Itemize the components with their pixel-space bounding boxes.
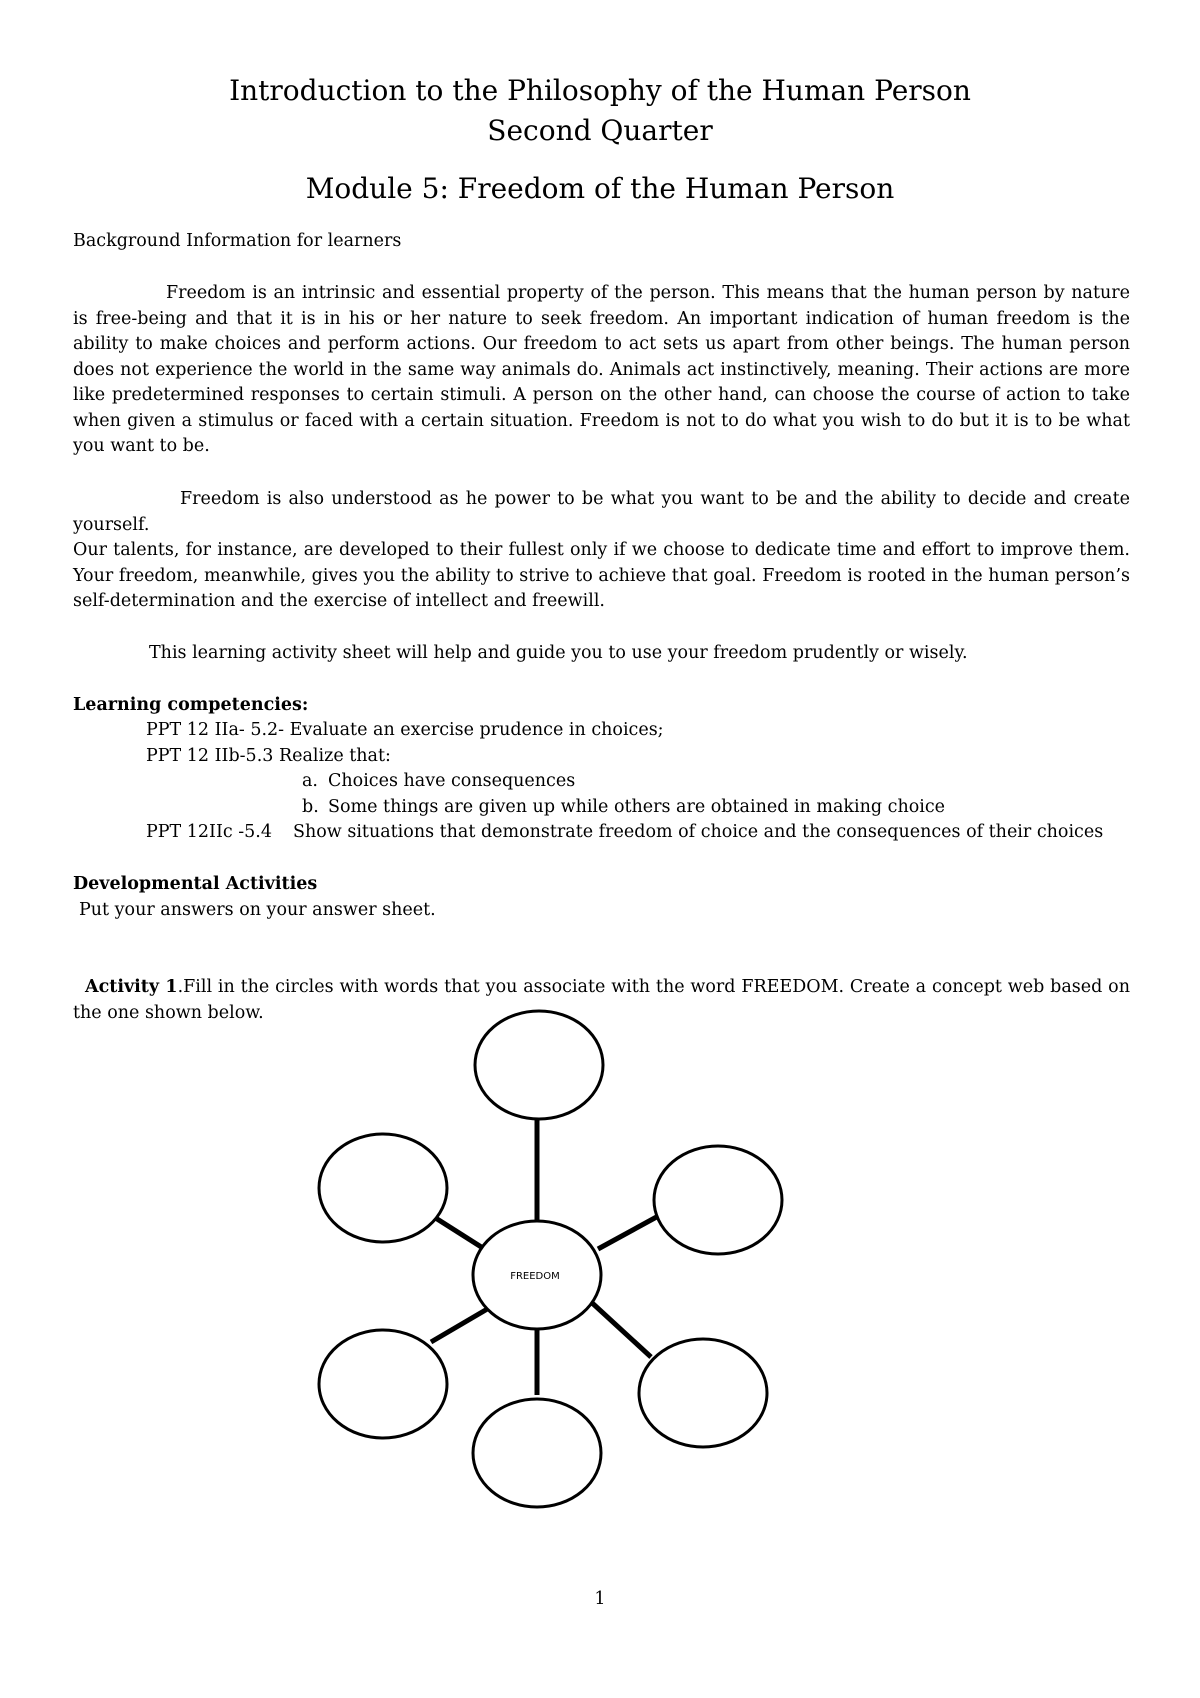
- connector-upper-left: [434, 1217, 486, 1250]
- competency-item-2: PPT 12 IIb-5.3 Realize that:: [146, 746, 391, 766]
- developmental-heading: Developmental Activities: [73, 874, 318, 894]
- concept-circle-upper-right: [654, 1146, 782, 1254]
- concept-circle-upper-left: [319, 1134, 447, 1242]
- page-number: 1: [594, 1589, 606, 1609]
- competency-item-3-text: Show situations that demonstrate freedom of choice and the consequences of their choices: [293, 822, 1104, 842]
- competencies-heading: Learning competencies:: [73, 695, 309, 715]
- competency-sub-b-marker: b.: [302, 797, 319, 817]
- document-subtitle: Second Quarter: [487, 114, 713, 147]
- background-heading: Background Information for learners: [73, 231, 402, 251]
- background-paragraph-1: Freedom is an intrinsic and essential property of the person. This means that the human person by nature is free-being and that it is in his or her nature to seek freedom. An important indication of human freedom is the ability to make choices and perform actions. Our freedom to act sets us apart from other beings. The human person does not experience the world in the same way animals do. Animals act instinctively, meaning. Their actions are more like predetermined responses to certain stimuli. A person on the other hand, can choose the course of action to take when given a stimulus or faced with a certain situation. Freedom is not to do what you wish to do but it is to be what you want to be.: [73, 283, 1130, 456]
- document-title: Introduction to the Philosophy of the Human Person: [229, 74, 971, 107]
- competency-item-1: PPT 12 IIa- 5.2- Evaluate an exercise prudence in choices;: [146, 720, 664, 740]
- concept-circle-lower-left: [319, 1330, 447, 1438]
- concept-circle-bottom: [473, 1399, 601, 1507]
- background-paragraph-3: This learning activity sheet will help and guide you to use your freedom prudently or wisely.: [149, 643, 968, 663]
- developmental-instruction: Put your answers on your answer sheet.: [79, 900, 436, 920]
- connector-lower-left: [431, 1308, 489, 1342]
- background-paragraph-2b: Our talents, for instance, are developed to their fullest only if we choose to dedicate time and effort to improve them. Your freedom, meanwhile, gives you the ability to strive to achieve that goal. Freedom is rooted in the human person’s self-determination and the exercise of intellect and freewill.: [73, 540, 1130, 611]
- concept-circle-lower-right: [639, 1339, 767, 1447]
- concept-center-label: FREEDOM: [510, 1271, 560, 1282]
- competency-item-3-code: PPT 12IIc -5.4: [146, 822, 272, 842]
- activity-1-text: .Fill in the circles with words that you associate with the word FREEDOM. Create a concept web based on the one shown below.: [73, 977, 1130, 1023]
- connector-lower-right: [590, 1301, 651, 1357]
- concept-circle-top: [475, 1011, 603, 1119]
- competency-sub-a-marker: a.: [302, 771, 318, 791]
- module-title: Module 5: Freedom of the Human Person: [305, 172, 895, 205]
- activity-1-label: Activity 1: [85, 977, 178, 997]
- competency-sub-b: Some things are given up while others are obtained in making choice: [328, 797, 946, 817]
- competency-sub-a: Choices have consequences: [328, 771, 576, 791]
- connector-upper-right: [598, 1214, 662, 1249]
- background-paragraph-2a: Freedom is also understood as he power to be what you want to be and the ability to decide and create yourself.: [73, 489, 1130, 535]
